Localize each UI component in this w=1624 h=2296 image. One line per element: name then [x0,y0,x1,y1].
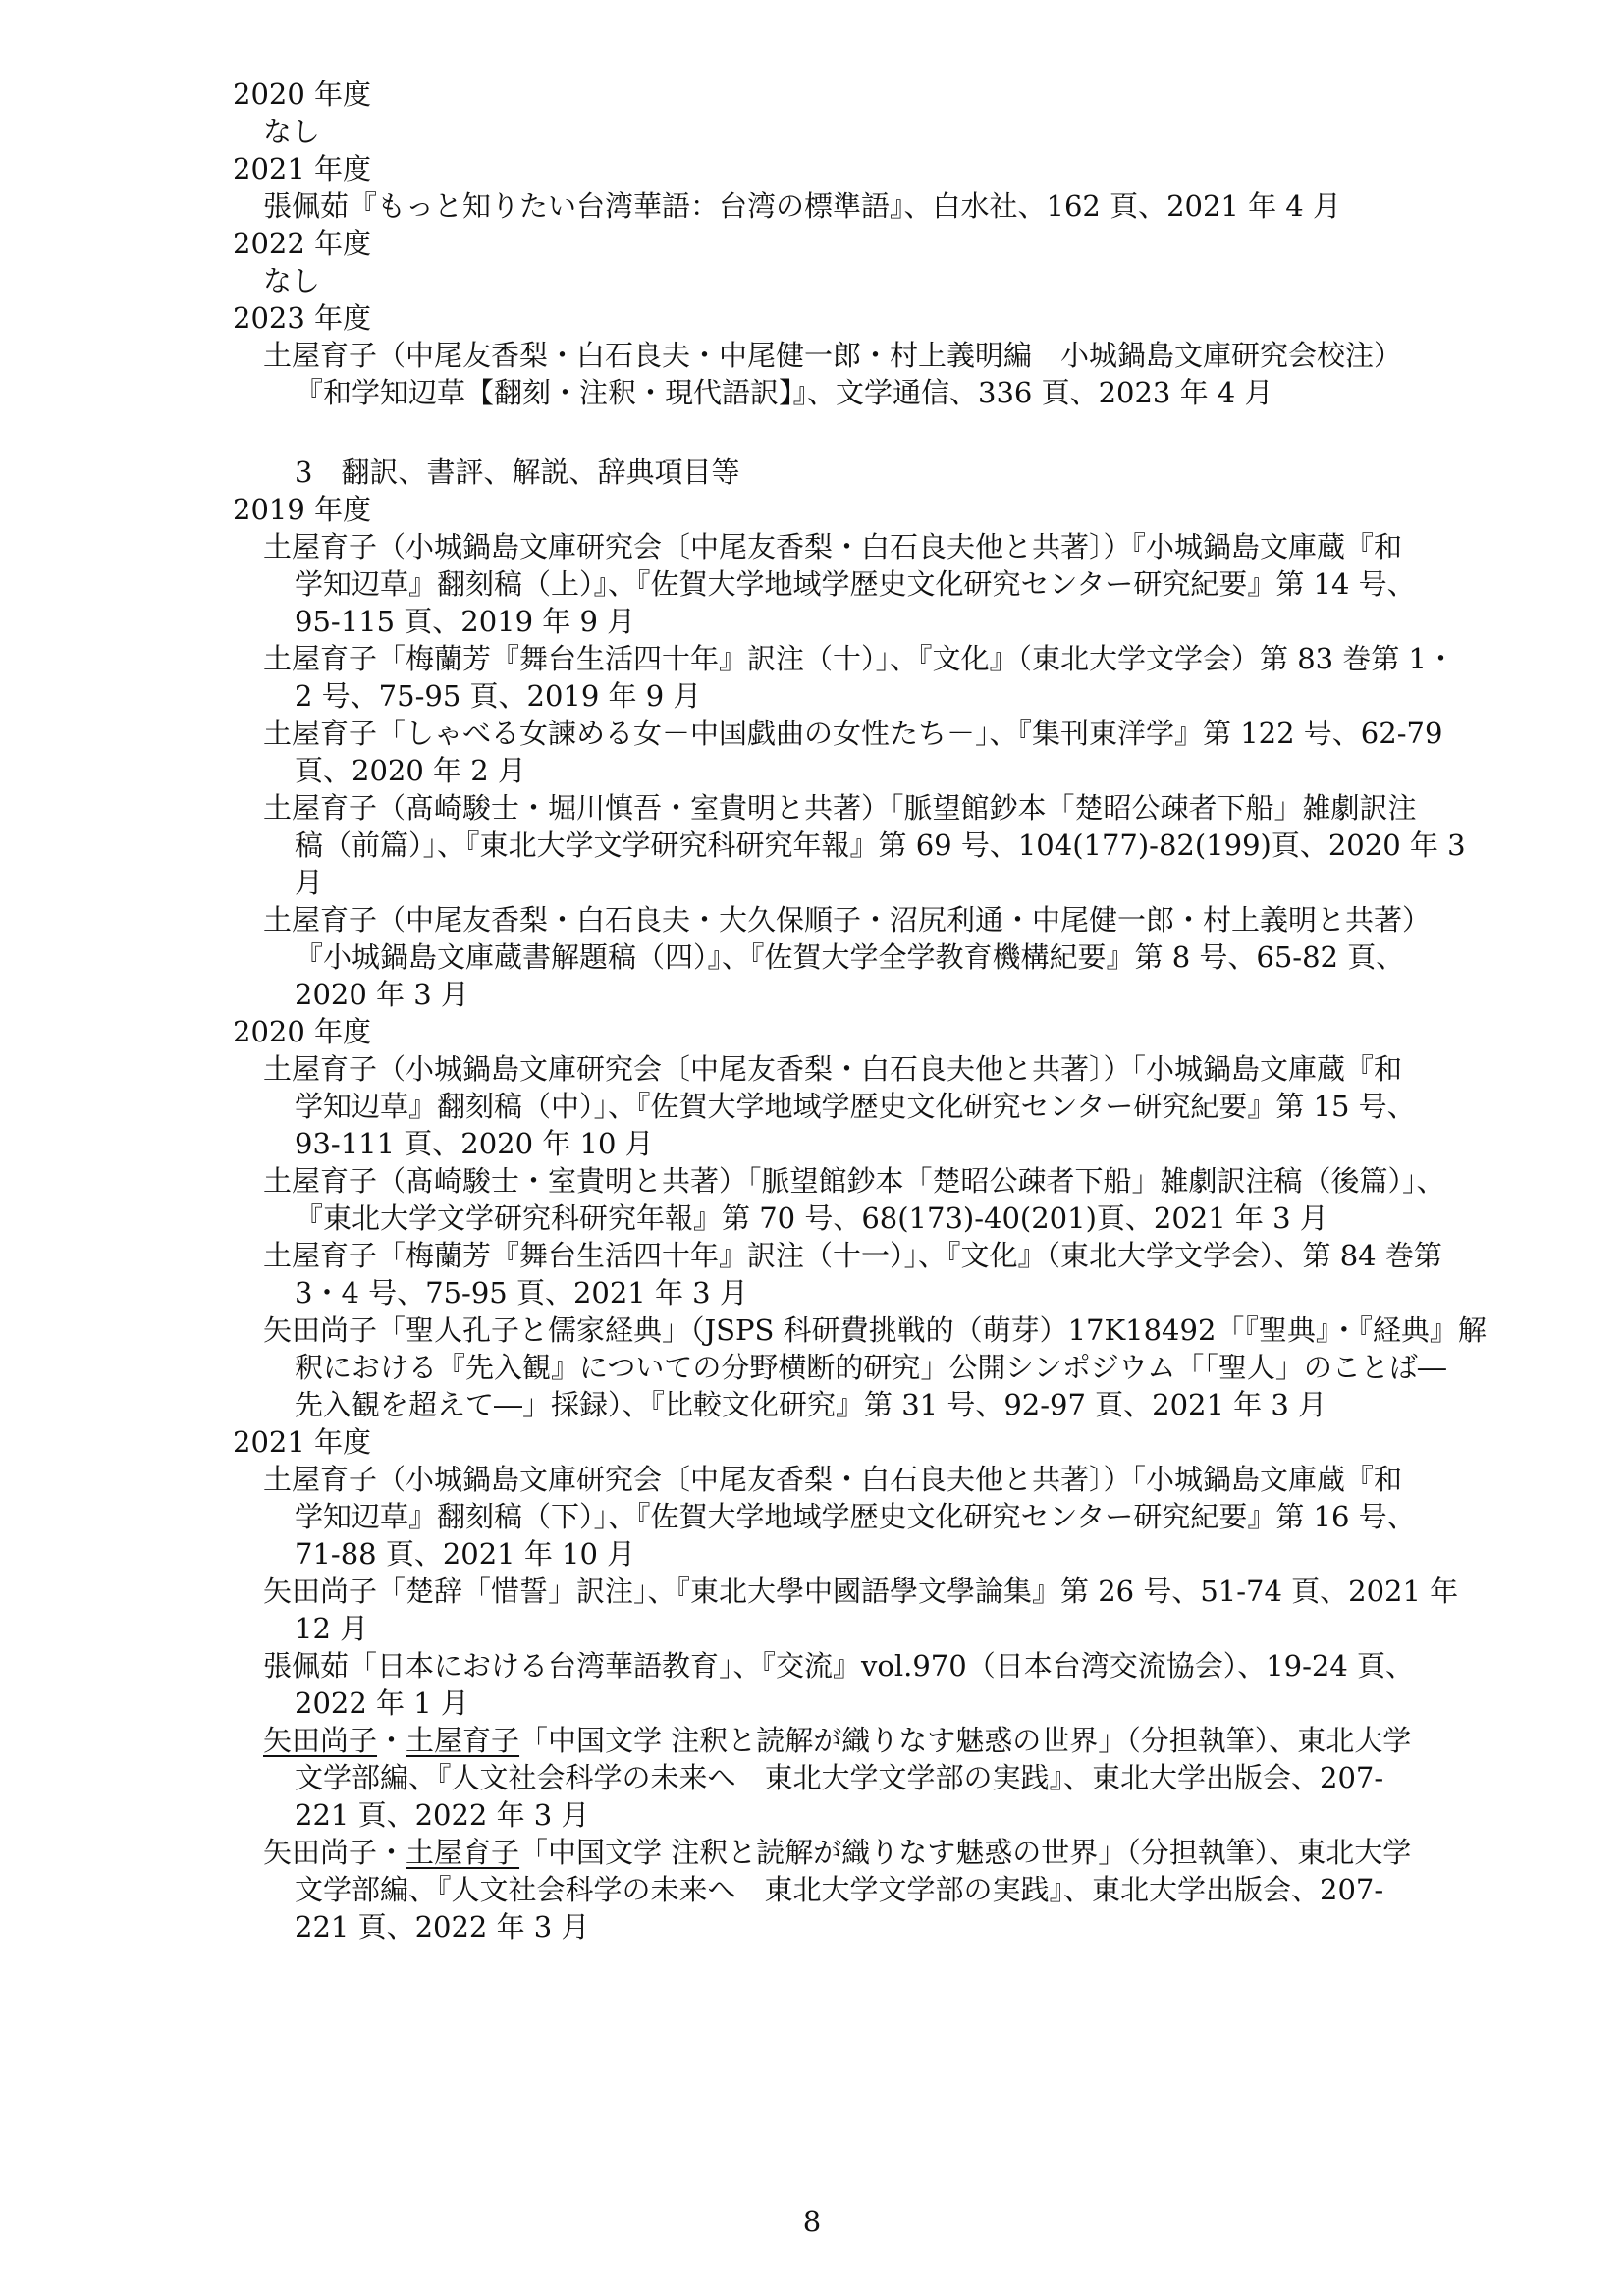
entry-line: 土屋育子「梅蘭芳『舞台生活四十年』訳注（十）」、『文化』（東北大学文学会）第 83 巻第 1・ [263,642,1456,675]
entry-line: 2022 年 1 月 [295,1686,469,1720]
entry-none: なし [263,115,321,148]
year-heading-2019: 2019 年度 [233,493,372,526]
entry-line: 土屋育子「梅蘭芳『舞台生活四十年』訳注（十一）」、『文化』（東北大学文学会）、第 84 巻第 [263,1239,1442,1272]
year-heading-2020: 2020 年度 [233,78,372,111]
book-entry-line: 『和学知辺草【翻刻・注釈・現代語訳】』、文学通信、336 頁、2023 年 4 月 [295,376,1273,409]
entry-line: 71-88 頁、2021 年 10 月 [295,1537,636,1571]
entry-line: 頁、2020 年 2 月 [295,754,526,787]
entry-line: 土屋育子（小城鍋島文庫研究会〔中尾友香梨・白石良夫他と共著〕）『小城鍋島文庫蔵『和 [263,530,1403,563]
entry-line: 釈における『先入観』についての分野横断的研究」公開シンポジウム「「聖人」のことば― [295,1351,1446,1384]
entry-line: 93-111 頁、2020 年 10 月 [295,1127,654,1160]
year-heading-2021: 2021 年度 [233,1425,372,1459]
entry-line: 先入観を超えて―」採録）、『比較文化研究』第 31 号、92-97 頁、2021 年 3 月 [295,1388,1327,1421]
page-number: 8 [802,2205,822,2238]
entry-line: 土屋育子（小城鍋島文庫研究会〔中尾友香梨・白石良夫他と共著〕）「小城鍋島文庫蔵『和 [263,1463,1403,1496]
entry-line: 学知辺草』翻刻稿（下）」、『佐賀大学地域学歴史文化研究センター研究紀要』第 16 号、 [295,1500,1416,1533]
entry-line: 土屋育子「しゃべる女諫める女－中国戯曲の女性たち－」、『集刊東洋学』第 122 号、62-79 [263,717,1443,750]
year-heading-2021: 2021 年度 [233,152,372,186]
entry-line: 2 号、75-95 頁、2019 年 9 月 [295,679,702,713]
entry-line: 土屋育子（中尾友香梨・白石良夫・大久保順子・沼尻利通・中尾健一郎・村上義明と共著） [263,903,1432,936]
entry-line: 矢田尚子・土屋育子「中国文学 注釈と読解が織りなす魅惑の世界」（分担執筆）、東北大学 [263,1836,1412,1869]
entry-line: 矢田尚子「楚辞「惜誓」訳注」、『東北大學中國語學文學論集』第 26 号、51-74 頁、2021 年 [263,1575,1459,1608]
entry-line: 95-115 頁、2019 年 9 月 [295,605,636,638]
year-heading-2020: 2020 年度 [233,1015,372,1048]
book-entry: 張佩茹『もっと知りたい台湾華語：台湾の標準語』、白水社、162 頁、2021 年 4 月 [263,189,1341,223]
entry-line: 3・4 号、75-95 頁、2021 年 3 月 [295,1276,748,1309]
entry-none: なし [263,264,321,297]
entry-line: 『小城鍋島文庫蔵書解題稿（四）』、『佐賀大学全学教育機構紀要』第 8 号、65-82 頁、 [295,940,1405,974]
year-heading-2022: 2022 年度 [233,227,372,260]
entry-line: 12 月 [295,1612,369,1645]
entry-line: 土屋育子（髙崎駿士・室貴明と共著）「脈望館鈔本「楚昭公疎者下船」雑劇訳注稿（後篇）」、 [263,1164,1445,1198]
entry-line: 土屋育子（小城鍋島文庫研究会〔中尾友香梨・白石良夫他と共著〕）「小城鍋島文庫蔵『和 [263,1052,1403,1086]
entry-line: 221 頁、2022 年 3 月 [295,1798,590,1832]
entry-line: 月 [295,866,324,899]
entry-line: 学知辺草』翻刻稿（上）』、『佐賀大学地域学歴史文化研究センター研究紀要』第 14 号、 [295,567,1416,601]
entry-line: 2020 年 3 月 [295,978,469,1011]
author-name: 土屋育子 [406,1724,520,1757]
entry-line: 文学部編、『人文社会科学の未来へ 東北大学文学部の実践』、東北大学出版会、207- [295,1873,1384,1906]
book-entry-line: 土屋育子（中尾友香梨・白石良夫・中尾健一郎・村上義明編 小城鍋島文庫研究会校注） [263,339,1403,372]
section-heading: 3 翻訳、書評、解説、辞典項目等 [295,455,740,489]
entry-line: 221 頁、2022 年 3 月 [295,1910,590,1944]
entry-line: 矢田尚子・土屋育子「中国文学 注釈と読解が織りなす魅惑の世界」（分担執筆）、東北大学 [263,1724,1412,1757]
entry-line: 学知辺草』翻刻稿（中）」、『佐賀大学地域学歴史文化研究センター研究紀要』第 15 号、 [295,1090,1416,1123]
entry-line: 文学部編、『人文社会科学の未来へ 東北大学文学部の実践』、東北大学出版会、207- [295,1761,1384,1794]
entry-line: 矢田尚子「聖人孔子と儒家経典」（JSPS 科研費挑戦的（萌芽）17K18492「『聖典』・『経典』解 [263,1313,1487,1347]
entry-line: 張佩茹「日本における台湾華語教育」、『交流』vol.970（日本台湾交流協会）、19-24 頁、 [263,1649,1415,1682]
entry-line: 『東北大学文学研究科研究年報』第 70 号、68(173)-40(201)頁、2021 年 3 月 [295,1201,1328,1235]
author-name: 矢田尚子 [263,1724,378,1757]
entry-line: 土屋育子（髙崎駿士・堀川慎吾・室貴明と共著）「脈望館鈔本「楚昭公疎者下船」雑劇訳注 [263,791,1417,825]
entry-line: 稿（前篇）」、『東北大学文学研究科研究年報』第 69 号、104(177)-82(199)頁、2020 年 3 [295,828,1466,862]
author-name: 土屋育子 [406,1836,520,1869]
author-name: 矢田尚子 [263,1836,378,1869]
year-heading-2023: 2023 年度 [233,301,372,335]
